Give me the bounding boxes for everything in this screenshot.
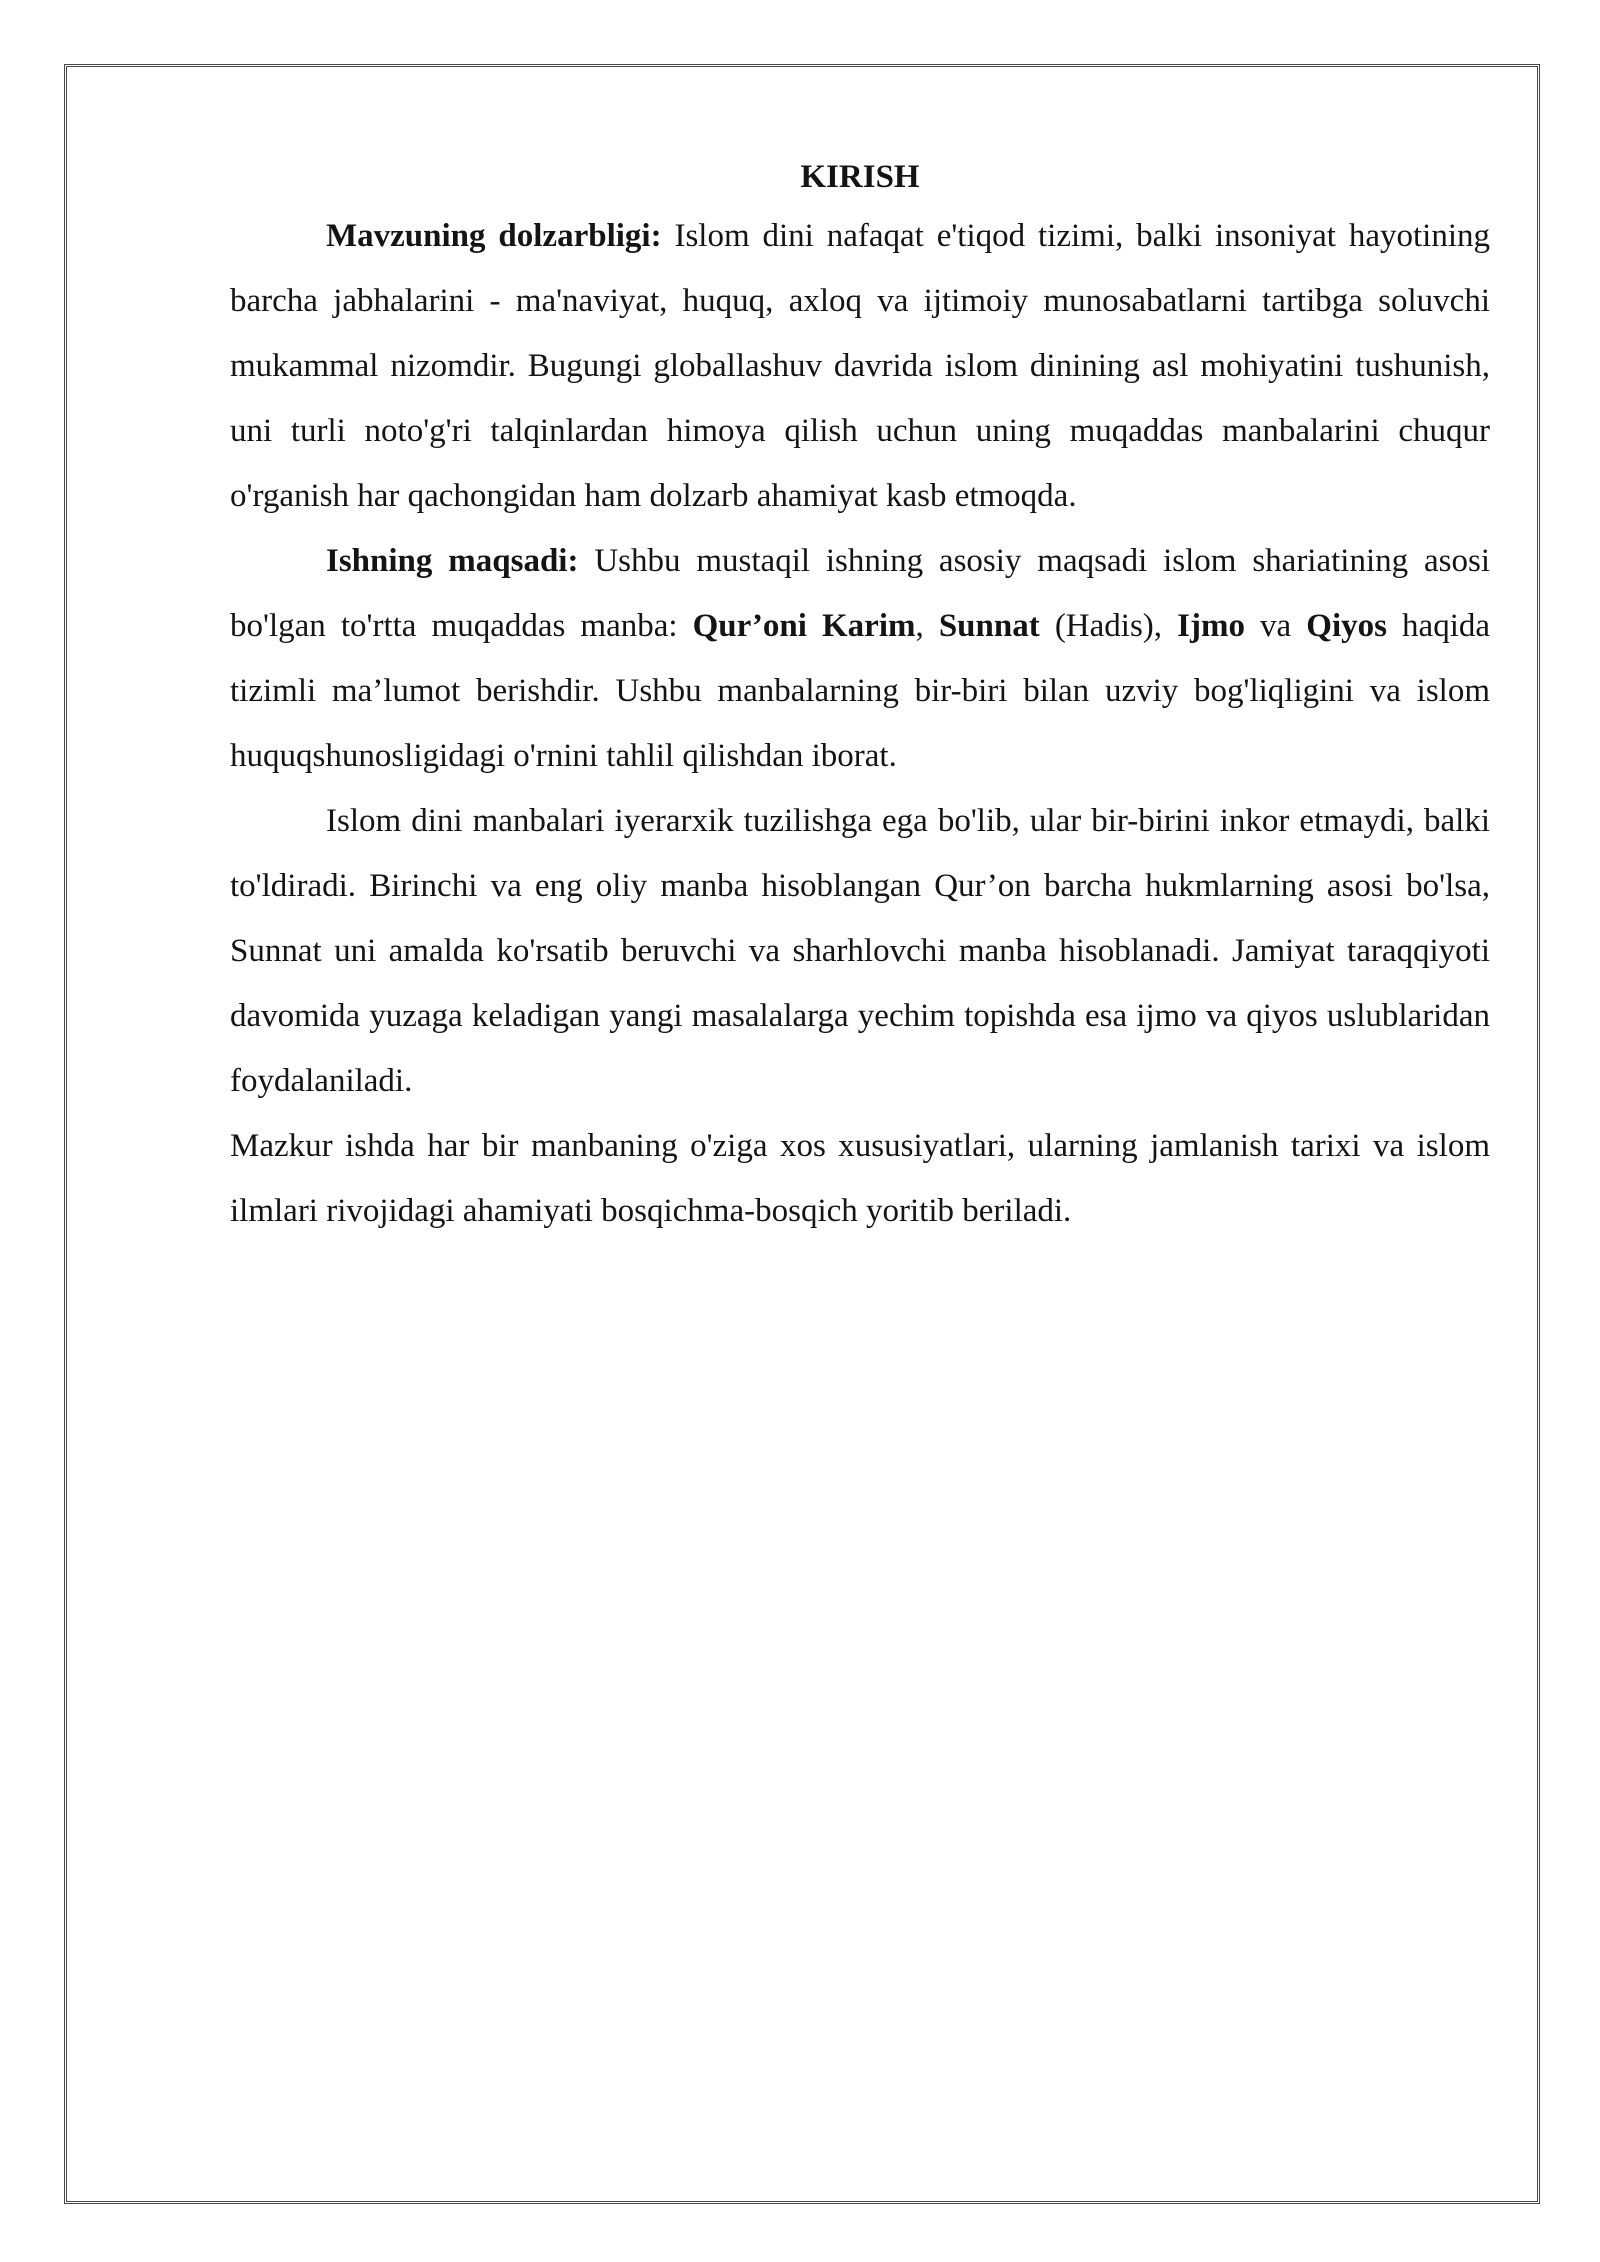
relevance-text: Islom dini nafaqat e'tiqod tizimi, balki insoniyat hayotining barcha jabhalarini - ma'naviyat, huquq, axloq va ijtimoiy munosabatlarni tartibga soluvchi mukammal nizomdir. Bugungi globallashuv davrida islom dinining asl mohiyatini tushunish, uni turli noto'g'ri talqinlardan himoya qilish uchun uning muqaddas manbalarini chuqur o'rganish har qachongidan ham dolzarb ahamiyat kasb etmoqda. — [230, 218, 1491, 514]
term-qiyos: Qiyos — [1306, 608, 1387, 644]
document-body — [230, 150, 1490, 1244]
goal-text-c: va — [1244, 608, 1307, 644]
term-ijmo: Ijmo — [1177, 608, 1245, 644]
goal-text-b: (Hadis), — [1039, 608, 1178, 644]
goal-text-a: Ushbu mustaqil ishning asosiy maqsadi islom shariatining asosi bo'lgan to'rtta muqaddas manba: — [230, 543, 1490, 644]
term-quran: Qur’oni Karim — [692, 608, 916, 644]
relevance-label: Mavzuning dolzarbligi: — [326, 218, 662, 254]
page-title: KIRISH — [800, 159, 920, 195]
goal-sep: , — [915, 608, 939, 644]
goal-label: Ishning maqsadi: — [326, 543, 579, 579]
paragraph-hierarchy: Islom dini manbalari iyerarxik tuzilishga ega bo'lib, ular bir-birini inkor etmaydi, balki to'ldiradi. Birinchi va eng oliy manba hisoblangan Qur’on barcha hukmlarning asosi bo'lsa, Sunnat uni amalda ko'rsatib beruvchi va sharhlovchi manba hisoblanadi. Jamiyat taraqqiyoti davomida yuzaga keladigan yangi masalalarga yechim topishda esa ijmo va qiyos uslublaridan foydalaniladi. — [230, 803, 1490, 1099]
paragraph-goal — [230, 529, 1490, 789]
term-sunnat: Sunnat — [938, 608, 1040, 644]
goal-text-d: haqida tizimli ma’lumot berishdir. Ushbu manbalarning bir-biri bilan uzviy bog'liqligini va islom huquqshunosligidagi o'rnini tahlil qilishdan iborat. — [230, 608, 1491, 774]
paragraph-relevance — [230, 204, 1490, 529]
paragraph-summary: Mazkur ishda har bir manbaning o'ziga xos xususiyatlari, ularning jamlanish tarixi va islom ilmlari rivojidagi ahamiyati bosqichma-bosqich yoritib beriladi. — [230, 1128, 1490, 1229]
